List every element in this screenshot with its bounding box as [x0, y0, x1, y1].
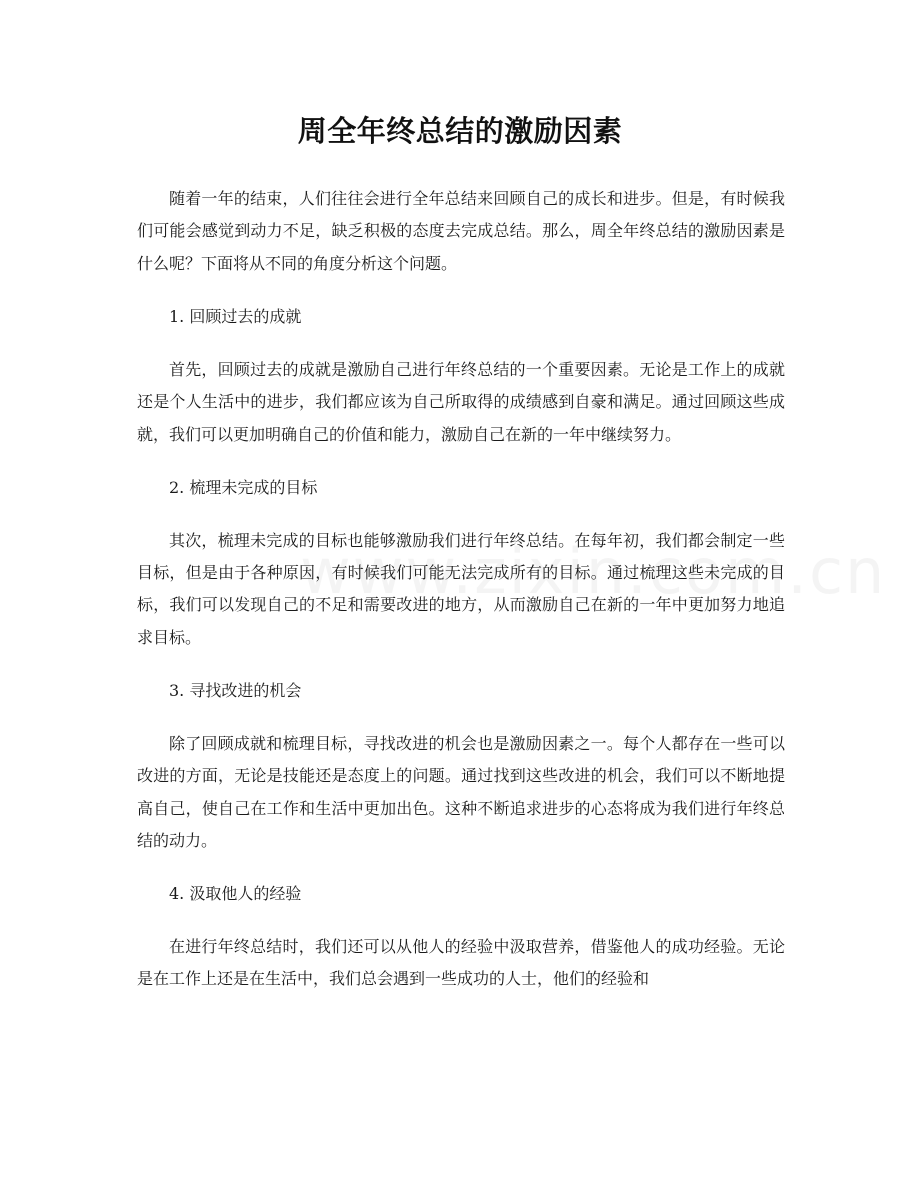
- section-heading-2: 2. 梳理未完成的目标: [169, 477, 318, 497]
- section-paragraph-4: 在进行年终总结时，我们还可以从他人的经验中汲取营养，借鉴他人的成功经验。无论是在工作上还是在生活中，我们总会遇到一些成功的人士，他们的经验和: [137, 937, 785, 989]
- section-paragraph-1: 首先，回顾过去的成就是激励自己进行年终总结的一个重要因素。无论是工作上的成就还是个人生活中的进步，我们都应该为自己所取得的成绩感到自豪和满足。通过回顾这些成就，我们可以更加明确自己的价值和能力，激励自己在新的一年中继续努力。: [137, 359, 785, 444]
- section-heading-3: 3. 寻找改进的机会: [169, 680, 302, 700]
- page-title: 周全年终总结的激励因素: [297, 114, 623, 148]
- section-paragraph-3: 除了回顾成就和梳理目标，寻找改进的机会也是激励因素之一。每个人都存在一些可以改进的方面，无论是技能还是态度上的问题。通过找到这些改进的机会，我们可以不断地提高自己，使自己在工作和生活中更加出色。这种不断追求进步的心态将成为我们进行年终总结的动力。: [137, 733, 785, 851]
- document-body: [137, 183, 785, 1016]
- section-paragraph-2: 其次，梳理未完成的目标也能够激励我们进行年终总结。在每年初，我们都会制定一些目标，但是由于各种原因，有时候我们可能无法完成所有的目标。通过梳理这些未完成的目标，我们可以发现自己的不足和需要改进的地方，从而激励自己在新的一年中更加努力地追求目标。: [137, 530, 785, 647]
- section-heading-1: 1. 回顾过去的成就: [169, 306, 302, 326]
- section-heading-4: 4. 汲取他人的经验: [169, 884, 302, 904]
- intro-paragraph: 随着一年的结束，人们往往会进行全年总结来回顾自己的成长和进步。但是，有时候我们可能会感觉到动力不足，缺乏积极的态度去完成总结。那么，周全年终总结的激励因素是什么呢？下面将从不同的角度分析这个问题。: [137, 189, 785, 273]
